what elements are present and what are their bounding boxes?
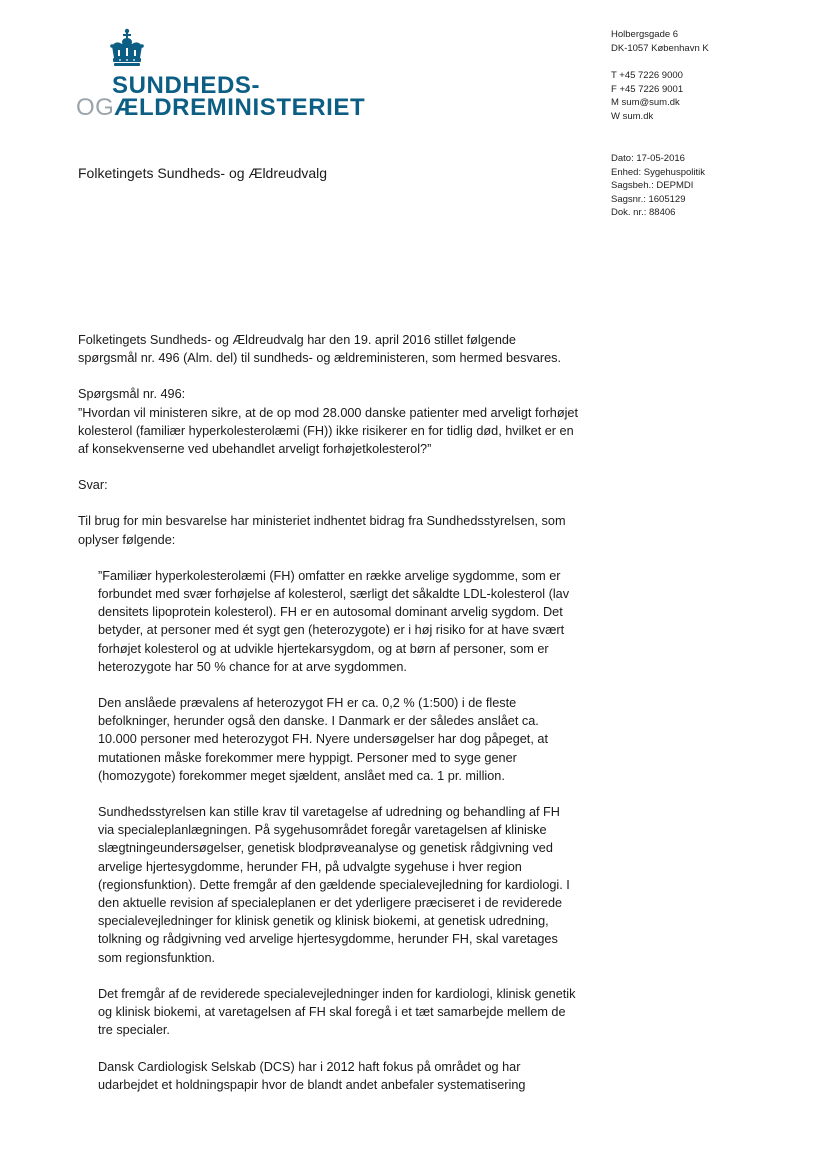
quoted-statement	[78, 567, 578, 1094]
sender-email: M sum@sum.dk	[611, 97, 680, 109]
sender-street: Holbergsgade 6	[611, 29, 679, 40]
meta-unit: Enhed: Sygehuspolitik	[611, 166, 706, 178]
meta-date: Dato: 17-05-2016	[611, 153, 685, 164]
letter-body	[78, 331, 578, 1112]
intro-paragraph: Folketingets Sundheds- og Ældreudvalg har den 19. april 2016 stillet følgende spørgsmål nr. 496 (Alm. del) til sundheds- og ældreministeren, som hermed besvares.	[78, 333, 562, 366]
meta-case-no: Sagsnr.: 1605129	[611, 193, 686, 205]
question-text: ”Hvordan vil ministeren sikre, at de op mod 28.000 danske patienter med arveligt forhøjet kolesterol (familiær hyperkolesterolæmi (FH)) ikke risikerer en for tidlig død, hvilket er en af konsekvenserne ved ubehandlet arveligt forhøjetkolesterol?”	[78, 405, 578, 457]
sender-fax: F +45 7226 9001	[611, 83, 684, 95]
answer-intro: Til brug for min besvarelse har ministeriet indhentet bidrag fra Sundhedsstyrelsen, som oplyser følgende:	[78, 514, 566, 547]
logo-text-line2	[76, 94, 365, 122]
quote-paragraph: Det fremgår af de reviderede specialevejledninger inden for kardiologi, klinisk genetik og klinisk biokemi, at varetagelsen af FH skal foregå i et tæt samarbejde mellem de tre specialer.	[98, 986, 576, 1038]
logo-text-aeldreministeriet: ÆLDREMINISTERIET	[114, 94, 366, 121]
sender-address	[611, 28, 709, 55]
question-block	[78, 385, 578, 458]
quote-paragraph: Den anslåede prævalens af heterozygot FH er ca. 0,2 % (1:500) i de fleste befolkninger, herunder også den danske. I Danmark er der således anslået ca. 10.000 personer med heterozygot FH. Nyere undersøgelser har dog påpeget, at mutationen måske forekommer mere hyppigt. Personer med to syge gener (homozygote) forekommer meget sjældent, anslået med ca. 1 pr. million.	[98, 696, 548, 783]
answer-label: Svar:	[78, 478, 108, 493]
quote-paragraph: ”Familiær hyperkolesterolæmi (FH) omfatter en række arvelige sygdomme, som er forbundet med svær forhøjelse af kolesterol, særligt det såkaldte LDL-kolesterol (lav densitets lipoprotein kolesterol). FH er en autosomal dominant arvelig sygdom. Det betyder, at personer med ét sygt gen (heterozygote) er i høj risiko for at have svært forhøjet kolesterol og at udvikle hjertekarsygdom, og at børn af personer, som er heterozygote har 50 % chance for at arve sygdommen.	[98, 568, 570, 674]
document-meta	[611, 152, 705, 220]
question-label: Spørgsmål nr. 496:	[78, 387, 186, 402]
meta-doc-no: Dok. nr.: 88406	[611, 207, 676, 219]
recipient: Folketingets Sundheds- og Ældreudvalg	[78, 165, 328, 181]
quote-paragraph: Sundhedsstyrelsen kan stille krav til varetagelse af udredning og behandling af FH via specialeplanlægningen. På sygehusområdet foregår varetagelsen af kliniske slægtningeundersøgelser, genetisk blodprøveanalyse og genetisk rådgivning ved arvelige hjertesygdomme, herunder FH, på udvalgte sygehuse i hver region (regionsfunktion). Dette fremgår af den gældende specialevejledning for kardiologi. I den aktuelle revision af specialeplanen er det yderligere præciseret i de reviderede specialevejledninger for klinisk genetik og klinisk biokemi, at genetisk udredning, tolkning og rådgivning ved arvelige hjertesygdomme, herunder FH, skal varetages som regionsfunktion.	[98, 805, 570, 965]
logo-text-og: OG	[76, 94, 115, 121]
sender-phone: T +45 7226 9000	[611, 70, 683, 81]
meta-handler: Sagsbeh.: DEPMDI	[611, 180, 694, 192]
ministry-logo	[76, 28, 376, 128]
sender-web: W sum.dk	[611, 110, 654, 122]
crown-icon	[106, 28, 148, 68]
sender-city: DK-1057 København K	[611, 42, 709, 54]
sender-contact	[611, 69, 683, 123]
quote-paragraph: Dansk Cardiologisk Selskab (DCS) har i 2012 haft fokus på området og har udarbejdet et holdningspapir hvor de blandt andet anbefaler systematisering	[98, 1059, 526, 1092]
logo-text-sundheds: SUNDHEDS-	[112, 72, 261, 99]
